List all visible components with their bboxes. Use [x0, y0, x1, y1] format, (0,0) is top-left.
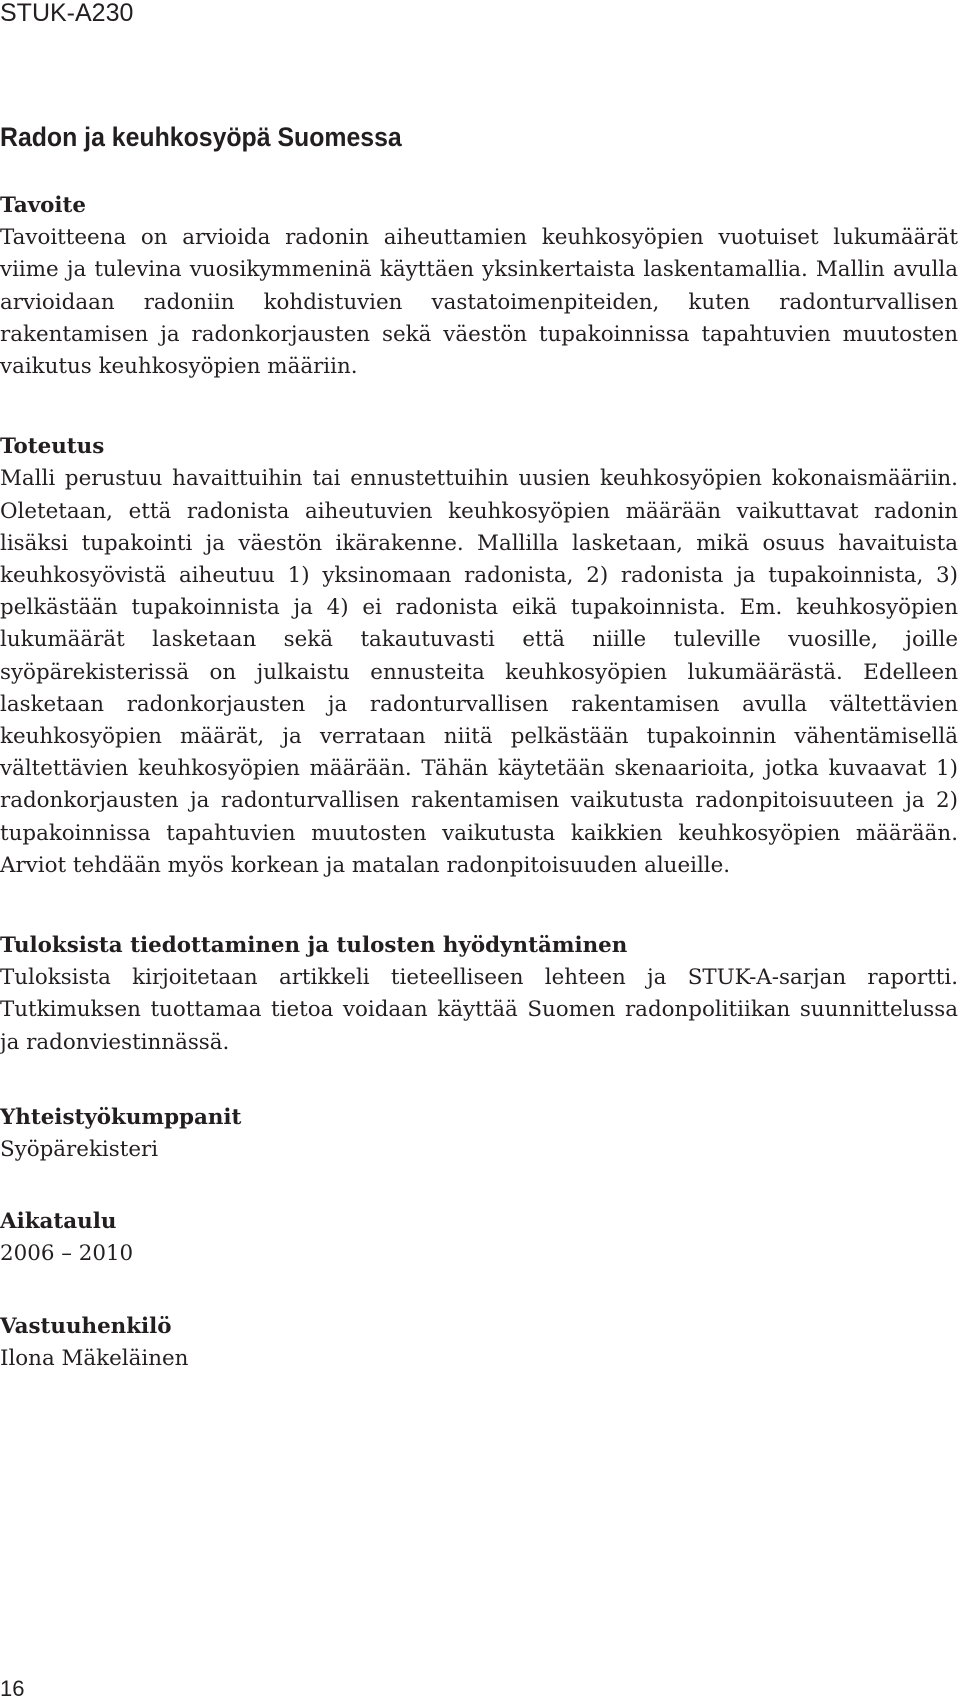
- section-tavoite: [0, 190, 958, 383]
- document-body: [0, 190, 958, 1375]
- section-heading-toteutus: Toteutus: [0, 434, 105, 460]
- section-toteutus: [0, 431, 958, 882]
- section-heading-aikataulu: Aikataulu: [0, 1209, 117, 1235]
- page-title: Radon ja keuhkosyöpä Suomessa: [0, 122, 402, 152]
- section-text-tavoite: Tavoitteena on arvioida radonin aiheuttamien keuhkosyöpien vuotuiset lukumäärät viime ja tulevina vuosikymmeninä käyttäen yksinkertaista laskentamallia. Mallin avulla arvioidaan radoniin kohdistuvien vastatoimenpiteiden, kuten radonturvallisen rakentamisen ja radonkorjausten sekä väestön tupakoinnissa tapahtuvien muutosten vaikutus keuhkosyöpien määriin.: [0, 225, 958, 380]
- section-heading-tavoite: Tavoite: [0, 193, 87, 218]
- section-text-aikataulu: 2006 – 2010: [0, 1241, 134, 1267]
- section-yhteistyokumppanit: [0, 1102, 958, 1166]
- section-text-yhteistyokumppanit: Syöpärekisteri: [0, 1137, 159, 1163]
- section-heading-tulokset: Tuloksista tiedottaminen ja tulosten hyödyntäminen: [0, 933, 628, 959]
- section-text-tulokset: Tuloksista kirjoitetaan artikkeli tieteelliseen lehteen ja STUK-A-sarjan raportti. Tutkimuksen tuottamaa tietoa voidaan käyttää Suomen radonpolitiikan suunnittelussa ja radonviestinnässä.: [0, 965, 958, 1055]
- section-aikataulu: [0, 1206, 958, 1270]
- section-text-vastuuhenkilo: Ilona Mäkeläinen: [0, 1345, 189, 1371]
- section-text-toteutus: Malli perustuu havaittuihin tai ennustettuihin uusien keuhkosyöpien kokonaismääriin. Oletetaan, että radonista aiheutuvien keuhkosyöpien määrään vaikuttavat radonin lisäksi tupakointi ja väestön ikärakenne. Mallilla lasketaan, mikä osuus havaituista keuhkosyövistä aiheutuu 1) yksinomaan radonista, 2) radonista ja tupakoinnista, 3) pelkästään tupakoinnista ja 4) ei radonista eikä tupakoinnista. Em. keuhkosyöpien lukumäärät lasketaan sekä takautuvasti että niille tuleville vuosille, joille syöpärekisterissä on julkaistu ennusteita keuhkosyöpien lukumäärästä. Edelleen lasketaan radonkorjausten ja radonturvallisen rakentamisen avulla vältettävien keuhkosyöpien määrät, ja verrataan niitä pelkästään tupakoinnin vähentämisellä vältettävien keuhkosyöpien määrään. Tähän käytetään skenaarioita, jotka kuvaavat 1) radonkorjausten ja radonturvallisen rakentamisen vaikutusta radonpitoisuuteen ja 2) tupakoinnissa tapahtuvien muutosten vaikutusta kaikkien keuhkosyöpien määrään. Arviot tehdään myös korkean ja matalan radonpitoisuuden alueille.: [0, 466, 958, 878]
- section-heading-vastuuhenkilo: Vastuuhenkilö: [0, 1313, 172, 1339]
- page-number: 16: [0, 1676, 25, 1701]
- running-head-series: STUK-A230: [0, 0, 134, 27]
- section-vastuuhenkilo: [0, 1311, 958, 1375]
- section-heading-yhteistyokumppanit: Yhteistyökumppanit: [0, 1104, 242, 1130]
- section-tulokset: [0, 930, 958, 1059]
